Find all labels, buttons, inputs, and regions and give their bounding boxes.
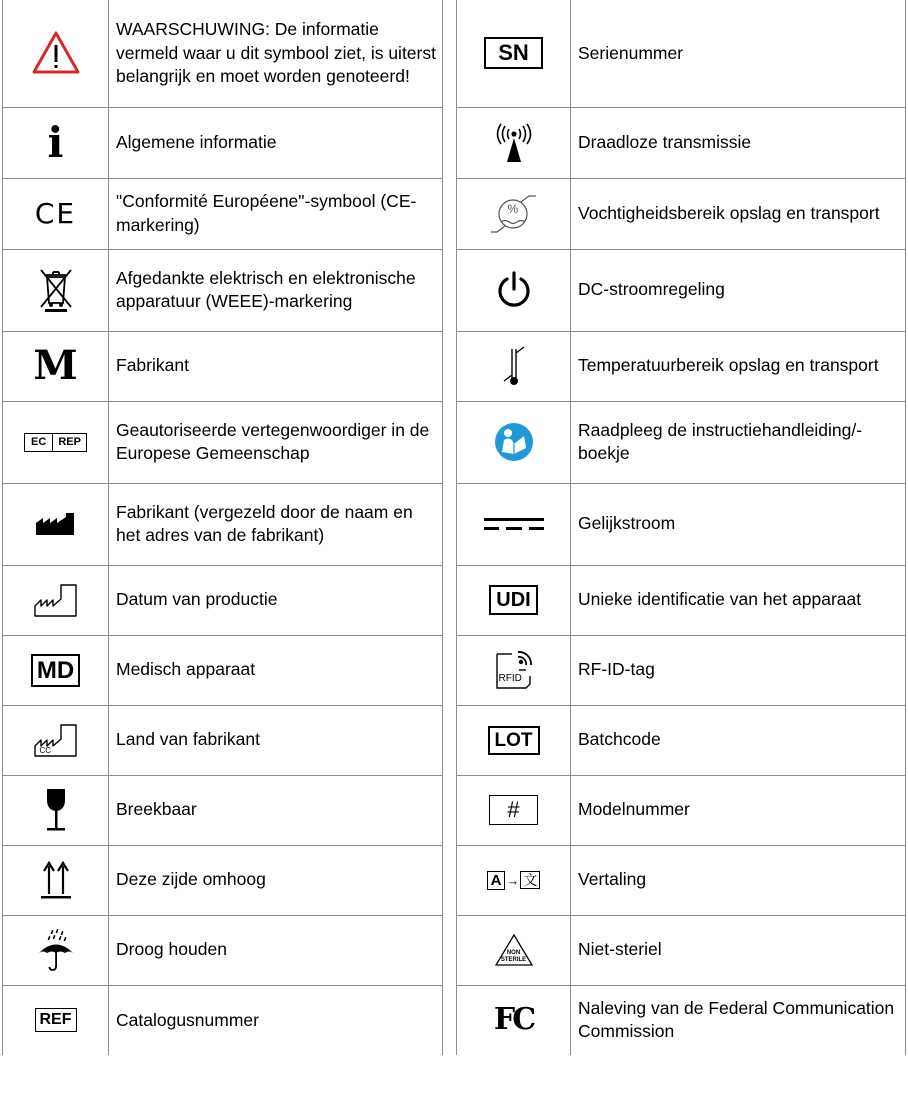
translation-arrow: → <box>506 872 520 888</box>
symbol-description: Naleving van de Federal Communication Commission <box>571 985 906 1055</box>
wireless-transmission-icon <box>494 122 534 164</box>
symbol-description: RF-ID-tag <box>571 635 906 705</box>
icon-cell <box>3 0 109 107</box>
icon-cell <box>3 985 109 1055</box>
ec-rep-icon <box>24 433 87 452</box>
info-icon: i <box>47 117 64 167</box>
symbol-description: Fabrikant <box>109 331 443 401</box>
table-row <box>457 0 906 107</box>
non-label: NON <box>506 950 521 956</box>
table-row <box>3 483 443 565</box>
table-row <box>3 705 443 775</box>
symbol-description: Breekbaar <box>109 775 443 845</box>
date-of-manufacture-icon <box>34 582 78 618</box>
sterile-label: STERILE <box>500 957 527 963</box>
icon-cell <box>3 845 109 915</box>
ec-label: EC <box>25 434 53 451</box>
rep-label: REP <box>58 435 81 448</box>
table-row <box>457 985 906 1055</box>
symbol-description: Medisch apparaat <box>109 635 443 705</box>
icon-cell <box>457 107 571 178</box>
table-row <box>457 249 906 331</box>
symbol-description: Catalogusnummer <box>109 985 443 1055</box>
table-row <box>457 401 906 483</box>
icon-cell <box>457 915 571 985</box>
table-row <box>3 249 443 331</box>
icon-cell <box>457 635 571 705</box>
direct-current-icon <box>484 517 544 531</box>
symbol-description: Gelijkstroom <box>571 483 906 565</box>
table-row <box>3 178 443 249</box>
table-row <box>457 705 906 775</box>
icon-cell <box>457 775 571 845</box>
udi-icon: UDI <box>489 585 537 615</box>
ce-mark-icon: CE <box>34 197 77 230</box>
table-row <box>3 107 443 178</box>
icon-cell <box>457 483 571 565</box>
icon-cell <box>3 775 109 845</box>
icon-cell <box>3 249 109 331</box>
icon-cell <box>3 565 109 635</box>
left-symbol-table <box>2 0 443 1055</box>
symbol-description: Vochtigheidsbereik opslag en transport <box>571 178 906 249</box>
right-symbol-table <box>456 0 906 1055</box>
table-row <box>3 915 443 985</box>
symbol-description: Droog houden <box>109 915 443 985</box>
table-row <box>457 775 906 845</box>
table-row <box>3 985 443 1055</box>
table-row <box>3 775 443 845</box>
ref-icon: REF <box>35 1008 77 1032</box>
icon-cell <box>3 705 109 775</box>
translation-icon <box>487 871 541 890</box>
icon-cell <box>3 915 109 985</box>
symbol-description: Afgedankte elektrisch en elektronische apparatuur (WEEE)-markering <box>109 249 443 331</box>
symbol-description: Algemene informatie <box>109 107 443 178</box>
country-code-label: CC <box>39 746 52 755</box>
symbol-description: Temperatuurbereik opslag en transport <box>571 331 906 401</box>
table-row <box>3 331 443 401</box>
icon-cell <box>457 845 571 915</box>
icon-cell <box>457 705 571 775</box>
power-icon <box>496 271 532 309</box>
symbol-description: DC-stroomregeling <box>571 249 906 331</box>
icon-cell <box>3 107 109 178</box>
table-row <box>457 107 906 178</box>
factory-icon <box>36 513 76 535</box>
symbol-description: Raadpleeg de instructiehandleiding/-boekje <box>571 401 906 483</box>
medical-device-icon: MD <box>31 654 80 687</box>
icon-cell <box>457 249 571 331</box>
table-row <box>457 178 906 249</box>
non-sterile-icon <box>494 933 534 967</box>
table-row <box>457 915 906 985</box>
symbol-description: Land van fabrikant <box>109 705 443 775</box>
icon-cell <box>3 401 109 483</box>
symbol-description: Draadloze transmissie <box>571 107 906 178</box>
translation-source-label: A <box>487 871 506 890</box>
model-number-icon: # <box>489 795 537 825</box>
symbol-description: Deze zijde omhoog <box>109 845 443 915</box>
table-row <box>457 331 906 401</box>
symbol-description: Vertaling <box>571 845 906 915</box>
consult-manual-icon <box>494 422 534 462</box>
fcc-icon: FC <box>493 1002 534 1038</box>
symbol-description: Fabrikant (vergezeld door de naam en het adres van de fabrikant) <box>109 483 443 565</box>
symbol-description: WAARSCHUWING: De informatie vermeld waar u dit symbool ziet, is uiterst belangrijk en moet worden genoteerd! <box>109 0 443 107</box>
icon-cell <box>3 178 109 249</box>
table-row <box>3 845 443 915</box>
rfid-label: RFID <box>498 673 522 684</box>
symbol-description: Niet-steriel <box>571 915 906 985</box>
serial-number-icon: SN <box>484 37 543 69</box>
rfid-tag-icon <box>494 650 534 690</box>
icon-cell <box>457 565 571 635</box>
weee-crossed-bin-icon <box>38 267 74 313</box>
table-row <box>3 0 443 107</box>
symbol-description: Unieke identificatie van het apparaat <box>571 565 906 635</box>
symbol-description: Serienummer <box>571 0 906 107</box>
icon-cell <box>457 0 571 107</box>
table-row <box>3 401 443 483</box>
fragile-glass-icon <box>43 788 69 832</box>
percent-label: % <box>507 201 519 216</box>
symbol-description: Modelnummer <box>571 775 906 845</box>
symbol-description: Batchcode <box>571 705 906 775</box>
symbol-description: Datum van productie <box>109 565 443 635</box>
icon-cell <box>3 483 109 565</box>
icon-cell <box>457 178 571 249</box>
table-row <box>457 845 906 915</box>
icon-cell <box>3 331 109 401</box>
country-of-manufacture-icon <box>34 722 78 758</box>
temperature-range-icon <box>502 345 526 387</box>
table-row <box>457 483 906 565</box>
this-side-up-icon <box>41 860 71 900</box>
lot-icon: LOT <box>488 726 540 755</box>
icon-cell <box>3 635 109 705</box>
keep-dry-umbrella-icon <box>36 928 76 972</box>
icon-cell <box>457 985 571 1055</box>
humidity-range-icon <box>491 194 537 234</box>
manufacturer-m-icon: M <box>33 342 78 389</box>
icon-cell <box>457 401 571 483</box>
table-row <box>3 565 443 635</box>
table-row <box>457 635 906 705</box>
symbol-description: "Conformité Européene"-symbool (CE-markering) <box>109 178 443 249</box>
warning-triangle-icon <box>31 30 81 76</box>
table-row <box>457 565 906 635</box>
icon-cell <box>457 331 571 401</box>
table-row <box>3 635 443 705</box>
translation-target-label: 文 <box>520 871 540 889</box>
symbol-description: Geautoriseerde vertegenwoordiger in de Europese Gemeenschap <box>109 401 443 483</box>
